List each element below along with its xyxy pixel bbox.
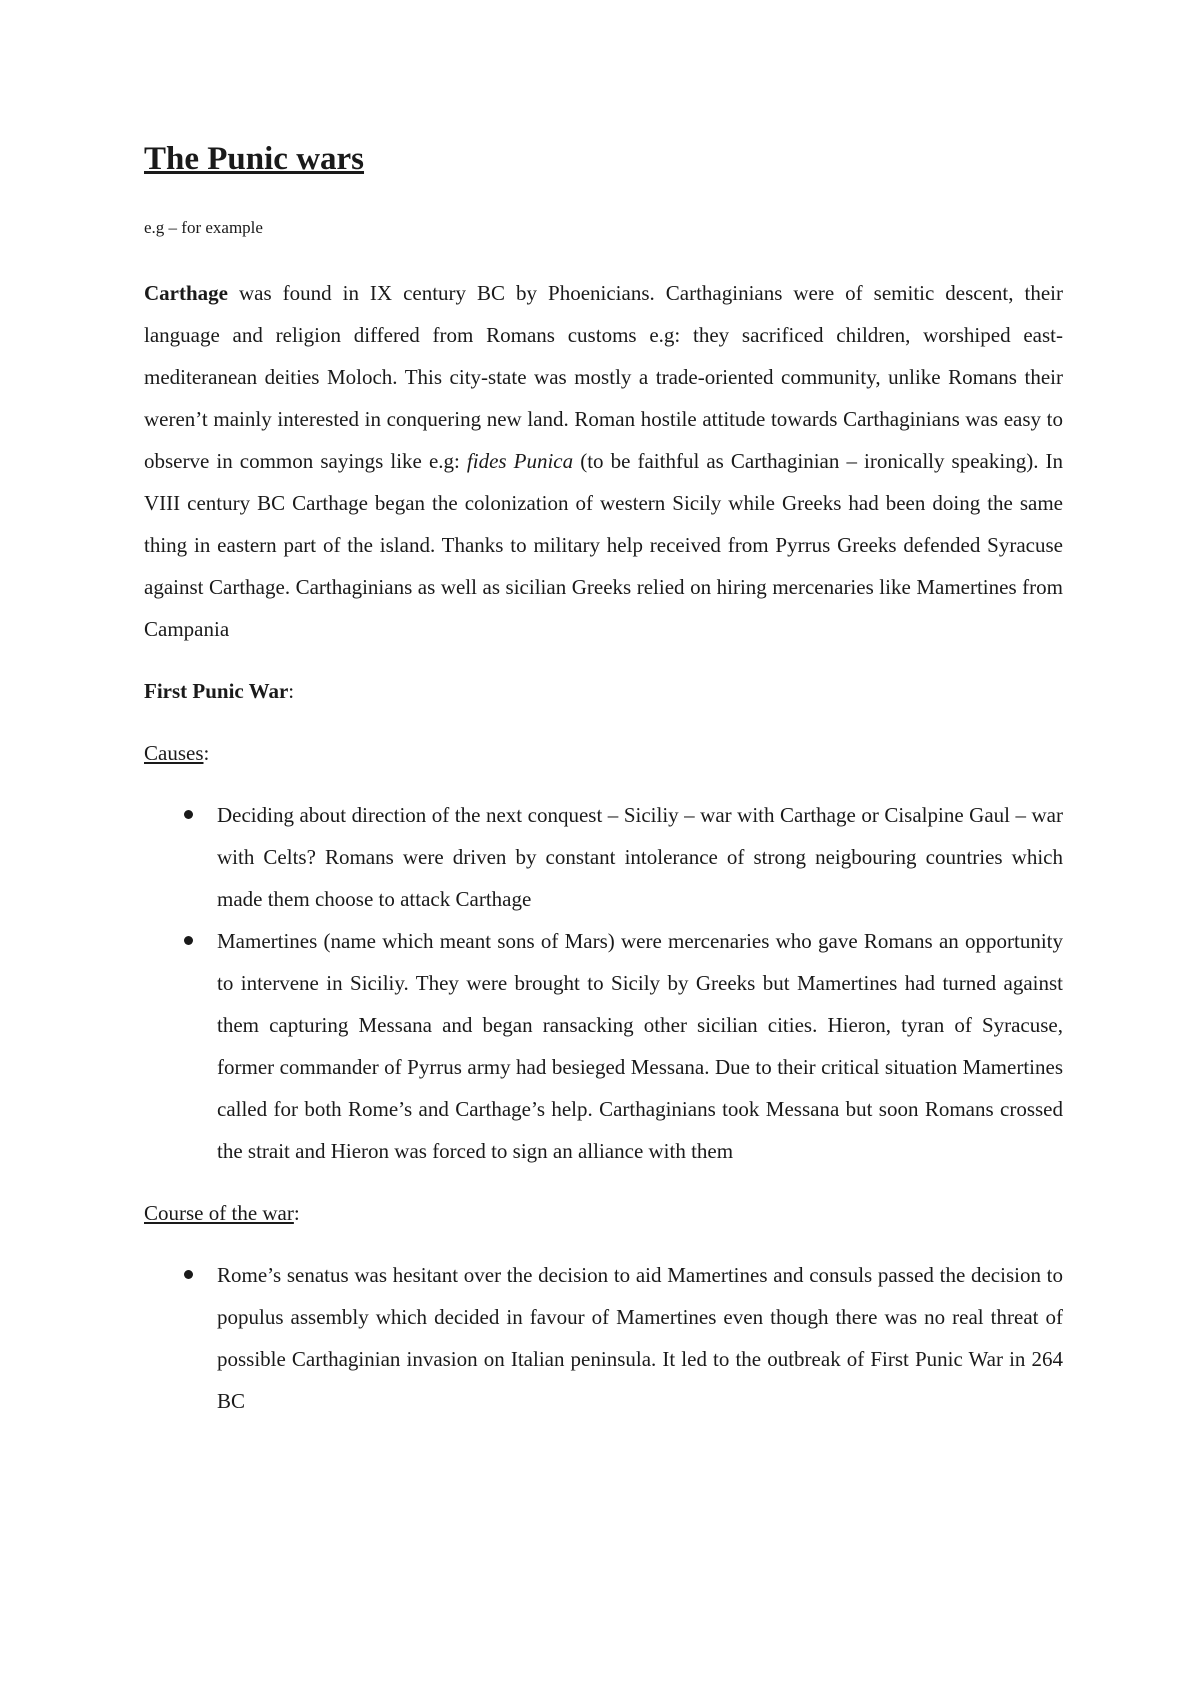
- intro-lead-term: Carthage: [144, 280, 228, 305]
- list-item: [144, 1254, 1063, 1422]
- list-item: [144, 920, 1063, 1172]
- bullet-icon: [184, 936, 193, 945]
- abbreviation-note: e.g – for example: [144, 217, 263, 237]
- intro-text-part2: (to be faithful as Carthaginian – ironically speaking). In VIII century BC Carthage began the colonization of western Sicily while Greeks had been doing the same thing in eastern part of the island. Thanks to military help received from Pyrrus Greeks defended Syracuse against Carthage. Carthaginians as well as sicilian Greeks relied on hiring mercenaries like Mamertines from Campania: [144, 448, 1063, 641]
- first-punic-war-heading: [144, 670, 1063, 712]
- intro-text-part1: was found in IX century BC by Phoenicians. Carthaginians were of semitic descent, their language and religion differed from Romans customs e.g: they sacrificed children, worshiped east-mediteranean deities Moloch. This city-state was mostly a trade-oriented community, unlike Romans their weren’t mainly interested in conquering new land. Roman hostile attitude towards Carthaginians was easy to observe in common sayings like e.g:: [144, 280, 1063, 473]
- causes-heading: [144, 732, 1063, 774]
- bullet-icon: [184, 1270, 193, 1279]
- bullet-icon: [184, 810, 193, 819]
- causes-list: [144, 794, 1063, 1172]
- document-page: [144, 140, 1063, 1442]
- course-of-war-list: [144, 1254, 1063, 1422]
- course-item-text: Rome’s senatus was hesitant over the decision to aid Mamertines and consuls passed the decision to populus assembly which decided in favour of Mamertines even though there was no real threat of possible Carthaginian invasion on Italian peninsula. It led to the outbreak of First Punic War in 264 BC: [217, 1262, 1063, 1413]
- causes-heading-text: Causes: [144, 740, 204, 765]
- course-of-war-heading-colon: :: [293, 1200, 300, 1225]
- document-title: The Punic wars: [144, 141, 365, 177]
- course-of-war-heading: [144, 1192, 1063, 1234]
- list-item: [144, 794, 1063, 920]
- course-of-war-heading-text: Course of the war: [144, 1200, 294, 1225]
- first-punic-war-heading-text: First Punic War: [144, 678, 289, 703]
- intro-paragraph: [144, 272, 1063, 650]
- first-punic-war-heading-colon: :: [288, 678, 295, 703]
- intro-latin-phrase: fides Punica: [466, 448, 574, 473]
- causes-item-text: Mamertines (name which meant sons of Mars) were mercenaries who gave Romans an opportunity to intervene in Siciliy. They were brought to Sicily by Greeks but Mamertines had turned against them capturing Messana and began ransacking other sicilian cities. Hieron, tyran of Syracuse, former commander of Pyrrus army had besieged Messana. Due to their critical situation Mamertines called for both Rome’s and Carthage’s help. Carthaginians took Messana but soon Romans crossed the strait and Hieron was forced to sign an alliance with them: [217, 928, 1063, 1163]
- causes-item-text: Deciding about direction of the next conquest – Siciliy – war with Carthage or Cisalpine Gaul – war with Celts? Romans were driven by constant intolerance of strong neigbouring countries which made them choose to attack Carthage: [217, 802, 1063, 911]
- causes-heading-colon: :: [203, 740, 210, 765]
